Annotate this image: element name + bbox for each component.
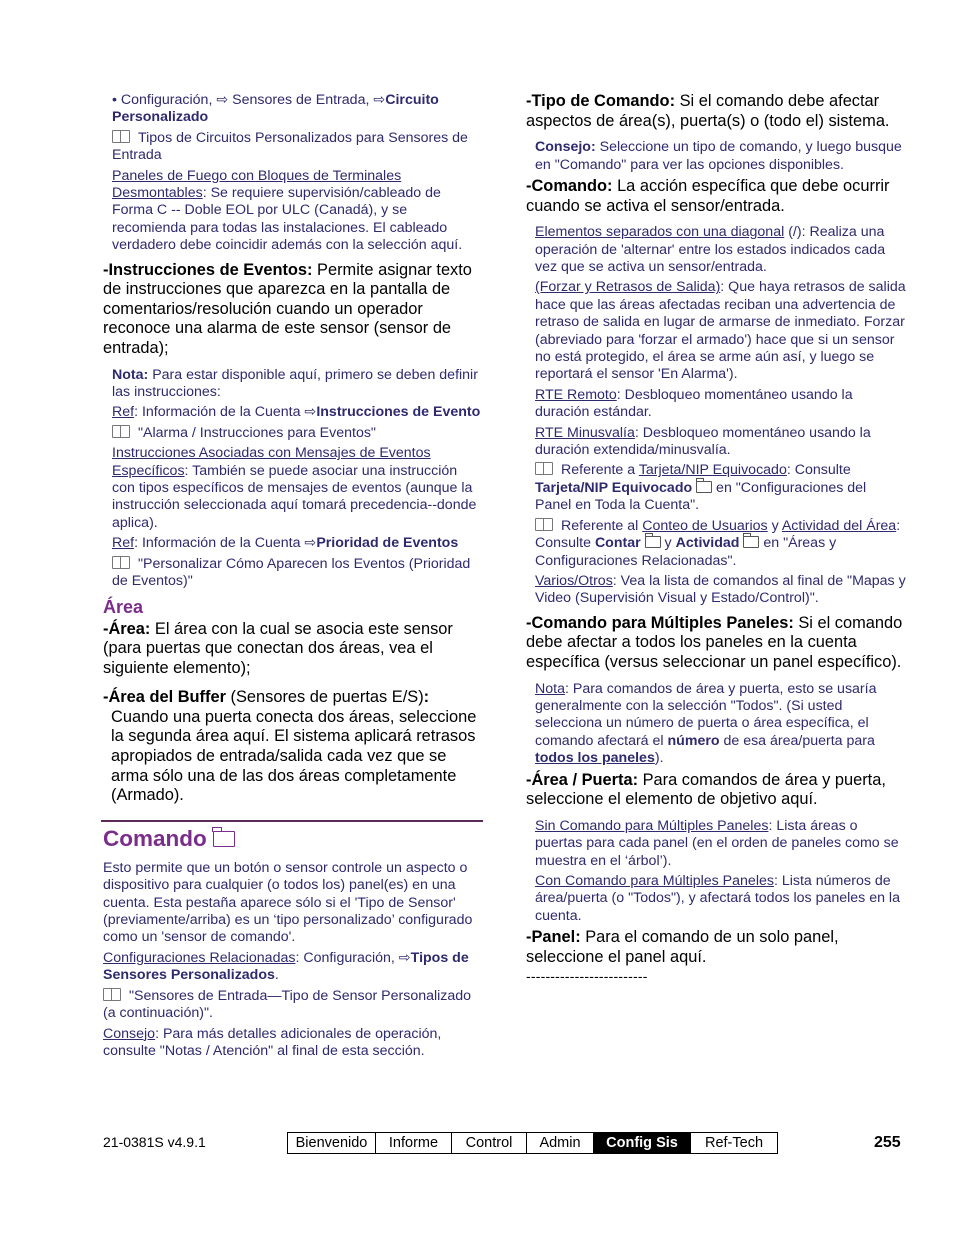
area-activity-link[interactable]: Actividad del Área xyxy=(781,517,897,534)
area-door-para: -Área / Puerta: Para comandos de área y puerta, seleccione el elemento de objetivo aquí. xyxy=(526,770,886,809)
related-settings xyxy=(103,950,483,985)
nota-multi-end: ). xyxy=(654,750,664,767)
note-ref2 xyxy=(112,535,483,552)
left-column xyxy=(103,92,483,1063)
ref1-bold: Instrucciones de Evento xyxy=(316,404,481,421)
user-count-and: y xyxy=(767,517,782,534)
wrong-pin-pre: Referente a xyxy=(561,462,639,479)
area-door-label: Área / Puerta: xyxy=(531,770,639,789)
buffer-area-mid: (Sensores de puertas E/S) xyxy=(225,688,424,707)
consejo-link[interactable]: Consejo xyxy=(103,1025,156,1042)
page-number: 255 xyxy=(874,1134,901,1151)
comando-heading xyxy=(103,826,483,852)
user-count-pre: Referente al xyxy=(561,517,643,534)
multi-panel-label: Comando para Múltiples Paneles: xyxy=(531,613,794,632)
area-door-text: Para comandos de área y puerta, seleccione el elemento de objetivo aquí. xyxy=(526,770,886,809)
folder-icon xyxy=(743,536,759,548)
ref1-link[interactable]: Ref xyxy=(112,404,135,421)
comando-description: Esto permite que un botón o sensor controle un aspecto o dispositivo para cualquier (o todos los) panel(es) en una cuenta. Esta pestaña aparece sólo si el 'Tipo de Sensor' (previamente/arriba) es un ‘tipo personalizado’ configurado como un 'sensor de comando'. xyxy=(103,859,473,946)
book-icon xyxy=(103,988,121,1001)
with-multi-text: : Lista números de área/puerta (o "Todos"), y afectará todos los paneles en la cuenta. xyxy=(535,872,900,924)
tab-config-sis[interactable]: Config Sis xyxy=(594,1133,691,1153)
area-text: El área con la cual se asocia este sensor (para puertas que conectan dos áreas, vea el siguiente elemento); xyxy=(103,619,453,677)
panel-text: Para el comando de un solo panel, seleccione el panel aquí. xyxy=(526,928,839,966)
command-label: Comando: xyxy=(531,177,613,195)
dash-separator: ------------------------- xyxy=(526,968,648,985)
buffer-area-text: Cuando una puerta conecta dos áreas, seleccione la segunda área aquí. El sistema aplicará retrasos apropiados de entrada/salida cada vez que se arma sólo una de las dos áreas completamente (Armado). xyxy=(111,707,477,805)
comando-title: Comando xyxy=(103,825,207,851)
note-fire-panels xyxy=(112,168,483,255)
rte-remote-link[interactable]: RTE Remoto xyxy=(535,386,617,403)
ref2-bold: Prioridad de Eventos xyxy=(316,535,459,552)
todos-paneles-link[interactable]: todos los paneles xyxy=(535,750,655,767)
nota-multi-bold: número xyxy=(667,732,720,749)
note-nota xyxy=(112,367,483,402)
fire-panels-text: : Se requiere supervisión/cableado de Forma C -- Doble EOL por ULC (Canadá), y se recomienda para todas las instalaciones. El cableado verdadero debe coincidir además con la selección aquí. xyxy=(112,185,463,254)
note-config-bold: Circuito Personalizado xyxy=(112,92,439,126)
folder-icon xyxy=(645,536,661,548)
command-type-para: -Tipo de Comando: Si el comando debe afectar aspectos de área(s), puerta(s) o (todo el) sistema. xyxy=(526,92,890,130)
nota-text: Para estar disponible aquí, primero se deben definir las instrucciones: xyxy=(112,366,478,401)
note-user-count xyxy=(535,518,906,570)
user-count-link[interactable]: Conteo de Usuarios xyxy=(642,517,768,534)
buffer-area-label: Área del Buffer xyxy=(108,688,226,707)
user-count-and2: y xyxy=(660,535,676,552)
consejo-text: : Para más detalles adicionales de operación, consulte "Notas / Atención" al final de esta sección. xyxy=(103,1025,442,1059)
book2-text: "Personalizar Cómo Aparecen los Eventos (Prioridad de Eventos)" xyxy=(112,555,471,590)
note-book2 xyxy=(112,556,483,591)
with-multi-link[interactable]: Con Comando para Múltiples Paneles xyxy=(535,872,774,889)
rte-handicap-text: : Desbloqueo momentáneo usando la duración extendida/minusvalía. xyxy=(535,424,871,459)
note-rte-remote xyxy=(535,387,906,422)
command-type-label: Tipo de Comando: xyxy=(531,92,676,110)
footer-nav xyxy=(287,1132,778,1154)
fire-panels-link[interactable]: Paneles de Fuego con Bloques de Terminales Desmontables xyxy=(112,167,402,202)
actividad-bold: Actividad xyxy=(675,535,740,552)
command-text: La acción específica que debe ocurrir cuando se activa el sensor/entrada. xyxy=(526,177,890,215)
book1-text: "Alarma / Instrucciones para Eventos" xyxy=(138,424,376,441)
rte-handicap-link[interactable]: RTE Minusvalía xyxy=(535,424,635,441)
note-force xyxy=(535,279,906,383)
diagonal-text: (/): Realiza una operación de 'alternar' entre los estados indicados cada vez que se activa un sensor/entrada. xyxy=(535,224,886,275)
area-para: -Área: El área con la cual se asocia este sensor (para puertas que conectan dos áreas, vea el siguiente elemento); xyxy=(103,619,453,677)
multi-panel-para: -Comando para Múltiples Paneles: Si el comando debe afectar a todos los paneles en la cuenta específica (versus seleccionar un panel específico). xyxy=(526,613,903,671)
book-icon xyxy=(112,556,130,569)
nota-label: Nota: xyxy=(112,366,149,383)
area-heading: Área xyxy=(103,596,144,617)
force-text: : Que haya retrasos de salida hace que las áreas afectadas reciban una advertencia de retraso de salida en lugar de armarse de inmediato. Forzar (abreviado para 'forzar el armado') hace que si un sensor no está protegido, el área se arme aún así, y luego se reportará el sensor 'En Alarma'). xyxy=(535,279,906,383)
note-no-multi xyxy=(535,818,906,870)
tab-control[interactable]: Control xyxy=(452,1133,527,1153)
force-link[interactable]: (Forzar y Retrasos de Salida) xyxy=(535,279,721,296)
note-rte-handicap xyxy=(535,425,906,460)
nota-multi-text: : Para comandos de área y puerta, esto se usaría generalmente con la selección "Todos". (Si usted selecciona un número de puerta o área específica, el comando afectará el xyxy=(535,680,877,749)
wrong-pin-link[interactable]: Tarjeta/NIP Equivocado xyxy=(638,462,787,479)
book3-text: "Sensores de Entrada—Tipo de Sensor Personalizado (a continuación)". xyxy=(103,987,472,1022)
related-settings-end: . xyxy=(274,967,279,984)
note-diagonal xyxy=(535,224,906,276)
nota-multi-text2: de esa área/puerta para xyxy=(719,732,875,749)
note-circuit-types-text: Tipos de Circuitos Personalizados para Sensores de Entrada xyxy=(112,129,468,164)
note-ref1 xyxy=(112,404,483,421)
event-instructions-para: -Instrucciones de Eventos: Permite asignar texto de instrucciones que aparezca en la pantalla de comentarios/resolución cuando un operador reconoce una alarma de este sensor (sensor de entrada); xyxy=(103,260,472,358)
note-misc xyxy=(535,573,906,608)
no-multi-text: : Lista áreas o puertas para cada panel (en el orden de paneles como se muestra en el ‘árbol’). xyxy=(535,817,899,869)
associated-text: : También se puede asociar una instrucción con tipos específicos de mensajes de eventos (aunque la instrucción seleccionada aquí tomará precedencia--donde aplica). xyxy=(112,462,477,531)
command-para: -Comando: La acción específica que debe ocurrir cuando se activa el sensor/entrada. xyxy=(526,177,890,215)
book-icon xyxy=(535,518,553,531)
area-label: Área: xyxy=(108,619,151,638)
wrong-pin-end: en "Configuraciones del Panel en Toda la Cuenta". xyxy=(535,479,867,514)
no-multi-link[interactable]: Sin Comando para Múltiples Paneles xyxy=(535,817,769,834)
consejo-tip-label: Consejo: xyxy=(535,139,596,156)
note-with-multi xyxy=(535,873,906,925)
panel-label: Panel: xyxy=(531,928,581,947)
ref2-text: : Información de la Cuenta ⇨ xyxy=(134,535,317,552)
consejo-note xyxy=(103,1026,483,1061)
consejo-tip-text: Seleccione un tipo de comando, y luego busque en "Comando" para ver las opciones disponibles. xyxy=(535,139,902,173)
note-config-text: • Configuración, ⇨ Sensores de Entrada, ⇨ xyxy=(112,92,386,108)
user-count-end: en "Áreas y Configuraciones Relacionadas". xyxy=(535,535,837,569)
note-multi xyxy=(535,681,906,768)
section-divider xyxy=(101,820,483,822)
buffer-area-colon: : xyxy=(423,688,430,707)
tab-ref-tech[interactable]: Ref-Tech xyxy=(704,1135,764,1151)
command-type-text: Si el comando debe afectar aspectos de área(s), puerta(s) o (todo el) sistema. xyxy=(526,92,890,130)
note-wrong-pin xyxy=(535,462,906,514)
related-settings-link[interactable]: Configuraciones Relacionadas xyxy=(103,949,296,966)
doc-id: 21-0381S v4.9.1 xyxy=(103,1134,206,1150)
footer xyxy=(0,1132,954,1156)
wrong-pin-bold: Tarjeta/NIP Equivocado xyxy=(535,479,693,496)
note-book1 xyxy=(112,425,483,442)
diagonal-link[interactable]: Elementos separados con una diagonal xyxy=(535,224,785,241)
tab-informe[interactable]: Informe xyxy=(376,1133,452,1153)
book-icon xyxy=(535,462,553,475)
misc-text: : Vea la lista de comandos al final de "Mapas y Video (Supervisión Visual y Estado/Control)". xyxy=(535,572,906,607)
wrong-pin-mid: : Consulte xyxy=(786,462,851,479)
associated-link[interactable]: Instrucciones Asociadas con Mensajes de Eventos Específicos xyxy=(112,445,431,479)
right-column xyxy=(526,92,906,995)
consejo-tip xyxy=(535,139,906,174)
note-circuit-types xyxy=(112,130,483,165)
panel-para: -Panel: Para el comando de un solo panel, seleccione el panel aquí. ------------------------- xyxy=(526,928,906,987)
event-instructions-text: Permite asignar texto de instrucciones que aparezca en la pantalla de comentarios/resolución cuando un operador reconoce una alarma de este sensor (sensor de entrada); xyxy=(103,260,472,358)
contar-bold: Contar xyxy=(594,535,641,552)
note-associated xyxy=(112,445,483,532)
tab-bienvenido[interactable]: Bienvenido xyxy=(288,1133,376,1153)
user-count-mid: : Consulte xyxy=(535,517,901,552)
book-icon xyxy=(112,425,130,438)
book3-note xyxy=(103,988,483,1023)
folder-icon xyxy=(696,481,712,493)
tab-admin[interactable]: Admin xyxy=(527,1133,594,1153)
note-config xyxy=(112,92,483,127)
nota-link[interactable]: Nota xyxy=(535,680,565,697)
ref2-link[interactable]: Ref xyxy=(112,535,135,552)
rte-remote-text: : Desbloqueo momentáneo usando la duración estándar. xyxy=(535,386,853,421)
related-settings-text: : Configuración, ⇨ xyxy=(295,949,411,966)
buffer-area-para: -Área del Buffer (Sensores de puertas E/S): Cuando una puerta conecta dos áreas, seleccione la segunda área aquí. El sistema aplicará retrasos apropiados de entrada/salida cada vez que se arma sólo una de las dos áreas completamente (Armado). xyxy=(103,688,483,806)
multi-panel-text: Si el comando debe afectar a todos los paneles en la cuenta específica (versus seleccionar un panel específico). xyxy=(526,613,903,671)
folder-icon xyxy=(213,831,235,847)
book-icon xyxy=(112,130,130,143)
event-instructions-label: Instrucciones de Eventos: xyxy=(108,260,313,279)
misc-link[interactable]: Varios/Otros xyxy=(535,572,613,589)
ref1-text: : Información de la Cuenta ⇨ xyxy=(134,404,317,421)
related-settings-bold: Tipos de Sensores Personalizados xyxy=(103,949,469,984)
